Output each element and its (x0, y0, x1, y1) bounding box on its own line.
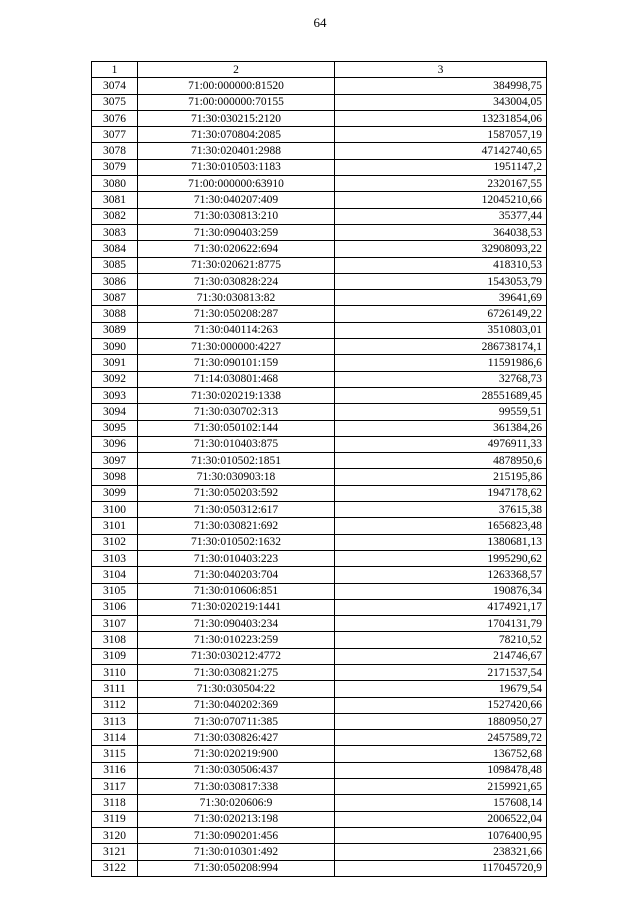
cadastral-number: 71:30:010502:1851 (138, 453, 335, 469)
table-row (92, 762, 547, 778)
table-row (92, 273, 547, 289)
value-cell: 1947178,62 (335, 485, 547, 501)
cadastral-number: 71:30:020622:694 (138, 241, 335, 257)
row-number: 3109 (92, 648, 138, 664)
value-cell: 19679,54 (335, 681, 547, 697)
cadastral-number: 71:30:030813:82 (138, 290, 335, 306)
cadastral-number: 71:30:040203:704 (138, 567, 335, 583)
header-col-3: 3 (335, 62, 547, 78)
cadastral-number: 71:30:010503:1183 (138, 159, 335, 175)
table-row (92, 290, 547, 306)
value-cell: 35377,44 (335, 208, 547, 224)
row-number: 3103 (92, 550, 138, 566)
table-row (92, 355, 547, 371)
value-cell: 1880950,27 (335, 713, 547, 729)
cadastral-number: 71:30:030821:275 (138, 664, 335, 680)
value-cell: 4878950,6 (335, 453, 547, 469)
table-row (92, 599, 547, 615)
cadastral-number: 71:30:010606:851 (138, 583, 335, 599)
cadastral-number: 71:00:000000:70155 (138, 94, 335, 110)
row-number: 3108 (92, 632, 138, 648)
cadastral-number: 71:30:070804:2085 (138, 127, 335, 143)
table-row (92, 176, 547, 192)
cadastral-number: 71:30:030504:22 (138, 681, 335, 697)
table-row (92, 192, 547, 208)
row-number: 3114 (92, 730, 138, 746)
table-row (92, 746, 547, 762)
value-cell: 47142740,65 (335, 143, 547, 159)
table-row (92, 127, 547, 143)
table-row (92, 844, 547, 860)
value-cell: 2006522,04 (335, 811, 547, 827)
value-cell: 1995290,62 (335, 550, 547, 566)
row-number: 3078 (92, 143, 138, 159)
value-cell: 37615,38 (335, 502, 547, 518)
row-number: 3079 (92, 159, 138, 175)
cadastral-number: 71:30:050208:994 (138, 860, 335, 876)
table-row (92, 78, 547, 94)
value-cell: 28551689,45 (335, 387, 547, 403)
value-cell: 1543053,79 (335, 273, 547, 289)
row-number: 3092 (92, 371, 138, 387)
table-row (92, 159, 547, 175)
header-row (92, 62, 547, 78)
row-number: 3086 (92, 273, 138, 289)
table-row (92, 664, 547, 680)
value-cell: 1527420,66 (335, 697, 547, 713)
table-row (92, 485, 547, 501)
table-row (92, 502, 547, 518)
table-row (92, 371, 547, 387)
table-row (92, 420, 547, 436)
table-row (92, 110, 547, 126)
row-number: 3095 (92, 420, 138, 436)
table-row (92, 208, 547, 224)
cadastral-number: 71:30:050312:617 (138, 502, 335, 518)
value-cell: 32768,73 (335, 371, 547, 387)
table-row (92, 730, 547, 746)
cadastral-number: 71:30:030817:338 (138, 779, 335, 795)
value-cell: 1098478,48 (335, 762, 547, 778)
row-number: 3088 (92, 306, 138, 322)
cadastral-number: 71:30:090201:456 (138, 827, 335, 843)
value-cell: 1704131,79 (335, 616, 547, 632)
row-number: 3116 (92, 762, 138, 778)
row-number: 3093 (92, 387, 138, 403)
value-cell: 39641,69 (335, 290, 547, 306)
value-cell: 286738174,1 (335, 339, 547, 355)
cadastral-number: 71:30:030903:18 (138, 469, 335, 485)
page-number: 64 (313, 15, 327, 30)
table-row (92, 257, 547, 273)
value-cell: 2159921,65 (335, 779, 547, 795)
value-cell: 190876,34 (335, 583, 547, 599)
value-cell: 6726149,22 (335, 306, 547, 322)
value-cell: 136752,68 (335, 746, 547, 762)
row-number: 3076 (92, 110, 138, 126)
cadastral-number: 71:30:010502:1632 (138, 534, 335, 550)
row-number: 3118 (92, 795, 138, 811)
cadastral-number: 71:30:010301:492 (138, 844, 335, 860)
cadastral-number: 71:30:090403:234 (138, 616, 335, 632)
table-row (92, 567, 547, 583)
value-cell: 2457589,72 (335, 730, 547, 746)
cadastral-number: 71:30:030826:427 (138, 730, 335, 746)
cadastral-number: 71:30:050208:287 (138, 306, 335, 322)
cadastral-number: 71:30:020219:1338 (138, 387, 335, 403)
table-row (92, 224, 547, 240)
value-cell: 364038,53 (335, 224, 547, 240)
table-row (92, 436, 547, 452)
cadastral-number: 71:30:030506:437 (138, 762, 335, 778)
row-number: 3111 (92, 681, 138, 697)
cadastral-number: 71:30:030813:210 (138, 208, 335, 224)
cadastral-number: 71:30:010403:875 (138, 436, 335, 452)
table-row (92, 827, 547, 843)
cadastral-number: 71:30:010223:259 (138, 632, 335, 648)
row-number: 3112 (92, 697, 138, 713)
table-row (92, 404, 547, 420)
data-table (91, 61, 547, 877)
value-cell: 2320167,55 (335, 176, 547, 192)
cadastral-number: 71:30:020219:900 (138, 746, 335, 762)
row-number: 3101 (92, 518, 138, 534)
row-number: 3090 (92, 339, 138, 355)
table-row (92, 241, 547, 257)
value-cell: 1076400,95 (335, 827, 547, 843)
table-row (92, 469, 547, 485)
table-row (92, 648, 547, 664)
cadastral-number: 71:30:020606:9 (138, 795, 335, 811)
table-row (92, 306, 547, 322)
cadastral-number: 71:30:090403:259 (138, 224, 335, 240)
table-row (92, 860, 547, 876)
cadastral-number: 71:30:010403:223 (138, 550, 335, 566)
cadastral-number: 71:30:020219:1441 (138, 599, 335, 615)
value-cell: 4976911,33 (335, 436, 547, 452)
row-number: 3077 (92, 127, 138, 143)
table-row (92, 713, 547, 729)
table-row (92, 387, 547, 403)
row-number: 3085 (92, 257, 138, 273)
table-row (92, 616, 547, 632)
cadastral-number: 71:30:050102:144 (138, 420, 335, 436)
table-row (92, 550, 547, 566)
row-number: 3075 (92, 94, 138, 110)
value-cell: 1656823,48 (335, 518, 547, 534)
row-number: 3094 (92, 404, 138, 420)
table-row (92, 339, 547, 355)
cadastral-number: 71:14:030801:468 (138, 371, 335, 387)
table-row (92, 779, 547, 795)
value-cell: 4174921,17 (335, 599, 547, 615)
value-cell: 361384,26 (335, 420, 547, 436)
value-cell: 2171537,54 (335, 664, 547, 680)
value-cell: 117045720,9 (335, 860, 547, 876)
value-cell: 1587057,19 (335, 127, 547, 143)
value-cell: 418310,53 (335, 257, 547, 273)
cadastral-number: 71:30:090101:159 (138, 355, 335, 371)
row-number: 3102 (92, 534, 138, 550)
row-number: 3107 (92, 616, 138, 632)
table-row (92, 453, 547, 469)
cadastral-number: 71:30:020401:2988 (138, 143, 335, 159)
row-number: 3087 (92, 290, 138, 306)
row-number: 3083 (92, 224, 138, 240)
table-row (92, 322, 547, 338)
cadastral-number: 71:30:020213:198 (138, 811, 335, 827)
cadastral-number: 71:00:000000:63910 (138, 176, 335, 192)
row-number: 3097 (92, 453, 138, 469)
table-header (92, 62, 547, 78)
value-cell: 343004,05 (335, 94, 547, 110)
table-row (92, 811, 547, 827)
table-row (92, 94, 547, 110)
value-cell: 214746,67 (335, 648, 547, 664)
value-cell: 384998,75 (335, 78, 547, 94)
value-cell: 238321,66 (335, 844, 547, 860)
table-row (92, 534, 547, 550)
row-number: 3089 (92, 322, 138, 338)
value-cell: 157608,14 (335, 795, 547, 811)
row-number: 3104 (92, 567, 138, 583)
cadastral-number: 71:30:030702:313 (138, 404, 335, 420)
row-number: 3105 (92, 583, 138, 599)
row-number: 3084 (92, 241, 138, 257)
row-number: 3080 (92, 176, 138, 192)
value-cell: 1263368,57 (335, 567, 547, 583)
cadastral-number: 71:30:040114:263 (138, 322, 335, 338)
row-number: 3115 (92, 746, 138, 762)
row-number: 3110 (92, 664, 138, 680)
value-cell: 78210,52 (335, 632, 547, 648)
row-number: 3098 (92, 469, 138, 485)
table-row (92, 681, 547, 697)
value-cell: 215195,86 (335, 469, 547, 485)
row-number: 3122 (92, 860, 138, 876)
row-number: 3081 (92, 192, 138, 208)
table-row (92, 143, 547, 159)
table-row (92, 583, 547, 599)
cadastral-number: 71:30:030212:4772 (138, 648, 335, 664)
row-number: 3091 (92, 355, 138, 371)
cadastral-number: 71:30:040202:369 (138, 697, 335, 713)
value-cell: 11591986,6 (335, 355, 547, 371)
row-number: 3082 (92, 208, 138, 224)
cadastral-number: 71:30:000000:4227 (138, 339, 335, 355)
row-number: 3100 (92, 502, 138, 518)
cadastral-number: 71:30:050203:592 (138, 485, 335, 501)
cadastral-number: 71:30:020621:8775 (138, 257, 335, 273)
value-cell: 99559,51 (335, 404, 547, 420)
header-col-1: 1 (92, 62, 138, 78)
table-row (92, 697, 547, 713)
row-number: 3120 (92, 827, 138, 843)
row-number: 3117 (92, 779, 138, 795)
value-cell: 12045210,66 (335, 192, 547, 208)
table-body (92, 78, 547, 877)
row-number: 3106 (92, 599, 138, 615)
cadastral-number: 71:30:040207:409 (138, 192, 335, 208)
row-number: 3074 (92, 78, 138, 94)
cadastral-number: 71:00:000000:81520 (138, 78, 335, 94)
value-cell: 13231854,06 (335, 110, 547, 126)
cadastral-number: 71:30:030828:224 (138, 273, 335, 289)
row-number: 3119 (92, 811, 138, 827)
value-cell: 1951147,2 (335, 159, 547, 175)
value-cell: 32908093,22 (335, 241, 547, 257)
row-number: 3121 (92, 844, 138, 860)
row-number: 3096 (92, 436, 138, 452)
row-number: 3113 (92, 713, 138, 729)
cadastral-number: 71:30:070711:385 (138, 713, 335, 729)
header-col-2: 2 (138, 62, 335, 78)
cadastral-number: 71:30:030821:692 (138, 518, 335, 534)
value-cell: 1380681,13 (335, 534, 547, 550)
cadastral-number: 71:30:030215:2120 (138, 110, 335, 126)
table-row (92, 632, 547, 648)
table-row (92, 518, 547, 534)
row-number: 3099 (92, 485, 138, 501)
value-cell: 3510803,01 (335, 322, 547, 338)
table-row (92, 795, 547, 811)
